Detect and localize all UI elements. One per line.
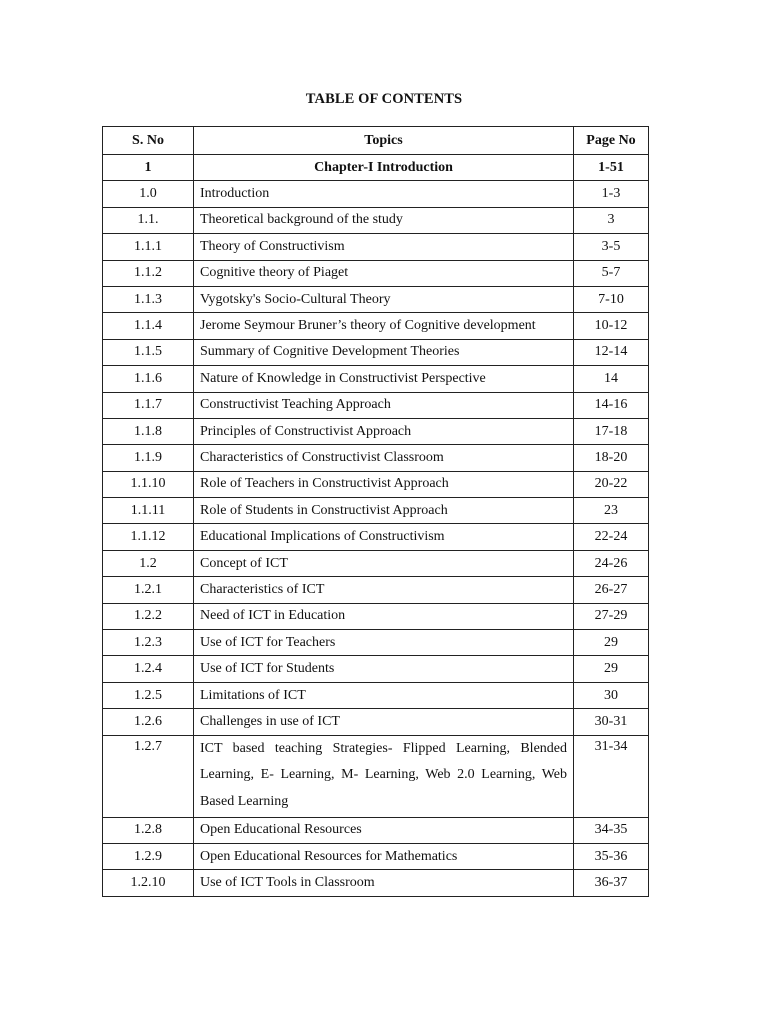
- header-page: Page No: [574, 127, 649, 155]
- row-page: 5-7: [574, 260, 649, 286]
- row-page: 23: [574, 498, 649, 524]
- row-topic: Principles of Constructivist Approach: [194, 418, 574, 444]
- header-topics: Topics: [194, 127, 574, 155]
- table-row: [103, 498, 649, 524]
- row-topic: ICT based teaching Strategies- Flipped Learning, Blended Learning, E- Learning, M- Learning, Web 2.0 Learning, Web Based Learning: [194, 735, 574, 817]
- row-page: 30-31: [574, 709, 649, 735]
- row-sno: 1.1.6: [103, 366, 194, 392]
- row-topic: Challenges in use of ICT: [194, 709, 574, 735]
- table-row: [103, 286, 649, 312]
- toc-body: [103, 155, 649, 897]
- row-page: 14-16: [574, 392, 649, 418]
- row-page: 7-10: [574, 286, 649, 312]
- row-topic: Use of ICT Tools in Classroom: [194, 870, 574, 896]
- table-row: [103, 630, 649, 656]
- row-sno: 1.2.4: [103, 656, 194, 682]
- row-page: 35-36: [574, 843, 649, 869]
- page-title: TABLE OF CONTENTS: [305, 91, 463, 107]
- row-topic: Role of Teachers in Constructivist Approach: [194, 471, 574, 497]
- table-row: [103, 366, 649, 392]
- table-row: [103, 524, 649, 550]
- row-sno: 1.1.2: [103, 260, 194, 286]
- table-row: [103, 260, 649, 286]
- row-sno: 1.1.9: [103, 445, 194, 471]
- table-row: [103, 313, 649, 339]
- table-row: [103, 418, 649, 444]
- row-topic: Cognitive theory of Piaget: [194, 260, 574, 286]
- table-row: [103, 550, 649, 576]
- row-page: 31-34: [574, 735, 649, 817]
- row-page: 29: [574, 656, 649, 682]
- row-page: 17-18: [574, 418, 649, 444]
- table-row: [103, 181, 649, 207]
- row-sno: 1.2.2: [103, 603, 194, 629]
- row-page: 29: [574, 630, 649, 656]
- row-page: 36-37: [574, 870, 649, 896]
- row-topic: Introduction: [194, 181, 574, 207]
- row-topic: Vygotsky's Socio-Cultural Theory: [194, 286, 574, 312]
- table-row: [103, 603, 649, 629]
- table-row: [103, 207, 649, 233]
- row-page: 10-12: [574, 313, 649, 339]
- table-row: [103, 709, 649, 735]
- table-of-contents: [102, 126, 649, 897]
- row-sno: 1.1.3: [103, 286, 194, 312]
- row-page: 24-26: [574, 550, 649, 576]
- row-topic: Use of ICT for Students: [194, 656, 574, 682]
- row-topic: Open Educational Resources for Mathematics: [194, 843, 574, 869]
- row-page: 14: [574, 366, 649, 392]
- row-sno: 1.1.10: [103, 471, 194, 497]
- table-row: [103, 471, 649, 497]
- row-topic: Characteristics of Constructivist Classroom: [194, 445, 574, 471]
- row-sno: 1.2.1: [103, 577, 194, 603]
- row-page: 12-14: [574, 339, 649, 365]
- row-topic: Theory of Constructivism: [194, 234, 574, 260]
- row-sno: 1.2.10: [103, 870, 194, 896]
- row-topic: Use of ICT for Teachers: [194, 630, 574, 656]
- row-page: 3-5: [574, 234, 649, 260]
- header-row: [103, 127, 649, 155]
- row-topic: Nature of Knowledge in Constructivist Perspective: [194, 366, 574, 392]
- row-topic: Chapter-I Introduction: [194, 155, 574, 181]
- chapter-row: [103, 155, 649, 181]
- row-topic: Educational Implications of Constructivism: [194, 524, 574, 550]
- row-topic: Concept of ICT: [194, 550, 574, 576]
- row-page: 30: [574, 682, 649, 708]
- row-sno: 1.2.3: [103, 630, 194, 656]
- row-sno: 1.1.5: [103, 339, 194, 365]
- row-sno: 1.2.7: [103, 735, 194, 817]
- row-sno: 1.2.9: [103, 843, 194, 869]
- row-page: 1-3: [574, 181, 649, 207]
- row-sno: 1.2.6: [103, 709, 194, 735]
- table-row: [103, 577, 649, 603]
- row-sno: 1.1.8: [103, 418, 194, 444]
- row-page: 26-27: [574, 577, 649, 603]
- table-row: [103, 234, 649, 260]
- row-topic: Characteristics of ICT: [194, 577, 574, 603]
- row-page: 1-51: [574, 155, 649, 181]
- table-row: [103, 870, 649, 896]
- row-sno: 1: [103, 155, 194, 181]
- row-topic: Need of ICT in Education: [194, 603, 574, 629]
- row-topic: Jerome Seymour Bruner’s theory of Cognitive development: [194, 313, 574, 339]
- row-sno: 1.1.12: [103, 524, 194, 550]
- table-row: [103, 843, 649, 869]
- table-row: [103, 735, 649, 817]
- row-page: 18-20: [574, 445, 649, 471]
- row-sno: 1.1.1: [103, 234, 194, 260]
- row-page: 20-22: [574, 471, 649, 497]
- row-sno: 1.1.4: [103, 313, 194, 339]
- row-topic: Open Educational Resources: [194, 817, 574, 843]
- row-sno: 1.1.7: [103, 392, 194, 418]
- row-sno: 1.0: [103, 181, 194, 207]
- row-page: 27-29: [574, 603, 649, 629]
- row-page: 22-24: [574, 524, 649, 550]
- row-sno: 1.1.11: [103, 498, 194, 524]
- row-sno: 1.2.8: [103, 817, 194, 843]
- row-page: 34-35: [574, 817, 649, 843]
- row-sno: 1.2: [103, 550, 194, 576]
- row-page: 3: [574, 207, 649, 233]
- table-row: [103, 656, 649, 682]
- row-topic: Limitations of ICT: [194, 682, 574, 708]
- header-sno: S. No: [103, 127, 194, 155]
- row-sno: 1.1.: [103, 207, 194, 233]
- row-sno: 1.2.5: [103, 682, 194, 708]
- row-topic: Constructivist Teaching Approach: [194, 392, 574, 418]
- row-topic: Role of Students in Constructivist Approach: [194, 498, 574, 524]
- table-row: [103, 682, 649, 708]
- table-row: [103, 392, 649, 418]
- table-row: [103, 445, 649, 471]
- table-row: [103, 339, 649, 365]
- row-topic: Summary of Cognitive Development Theories: [194, 339, 574, 365]
- table-row: [103, 817, 649, 843]
- row-topic: Theoretical background of the study: [194, 207, 574, 233]
